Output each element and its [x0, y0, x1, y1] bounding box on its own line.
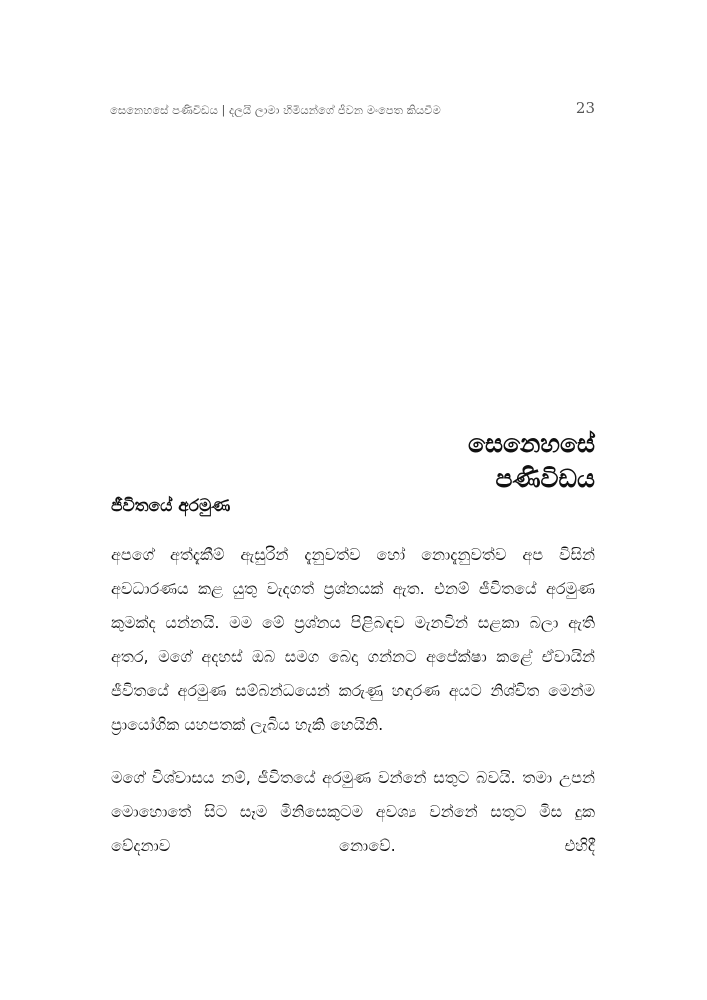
- chapter-title-line-1: සෙනෙහසේ: [467, 429, 595, 458]
- paragraph-2: මගේ විශ්වාසය නම්, ජීවිතයේ අරමුණ වන්නේ සතුට බවයි. තමා උපන් මොහොතේ සිට සෑම මිනිසෙකුටම අවශ්‍ය වන්නේ සතුට මිස දුක වේදනාව නොවේ. එහිදී: [111, 768, 595, 855]
- page-number: 23: [575, 99, 595, 117]
- running-header: [110, 99, 595, 123]
- body-text: [111, 538, 595, 882]
- chapter-title-line-2: පණිවිඩය: [495, 464, 595, 493]
- running-title: සෙනෙහසේ පණිවිඩය | දලයි ලාමා හිමියන්ගේ ජීවන මංපෙත කියවීම: [110, 103, 441, 117]
- chapter-title: [295, 426, 595, 496]
- paragraph-1: අපගේ අත්දැකීම් ඇසුරින් දැනුවත්ව හෝ නොදැනුවත්ව අප විසින් අවධාරණය කළ යුතු වැදගත් ප්‍රශ්නයක් ඇත. එනම් ජීවිතයේ අරමුණ කුමක්ද යන්නයි. මම මේ ප්‍රශ්නය පිළිබඳව මැනවින් සළකා බලා ඇති අතර, මගේ අදහස් ඔබ සමග බෙදා ගන්නට අපේක්ෂා කළේ ඒවායින් ජීවිතයේ අරමුණ සම්බන්ධයෙන් කරුණු හඳාරණ අයට නිශ්චිත මෙන්ම ප්‍රායෝගික යහපතක් ලැබිය හැකි හෙයිනි.: [111, 545, 595, 734]
- section-heading: ජීවිතයේ අරමුණ: [111, 496, 231, 516]
